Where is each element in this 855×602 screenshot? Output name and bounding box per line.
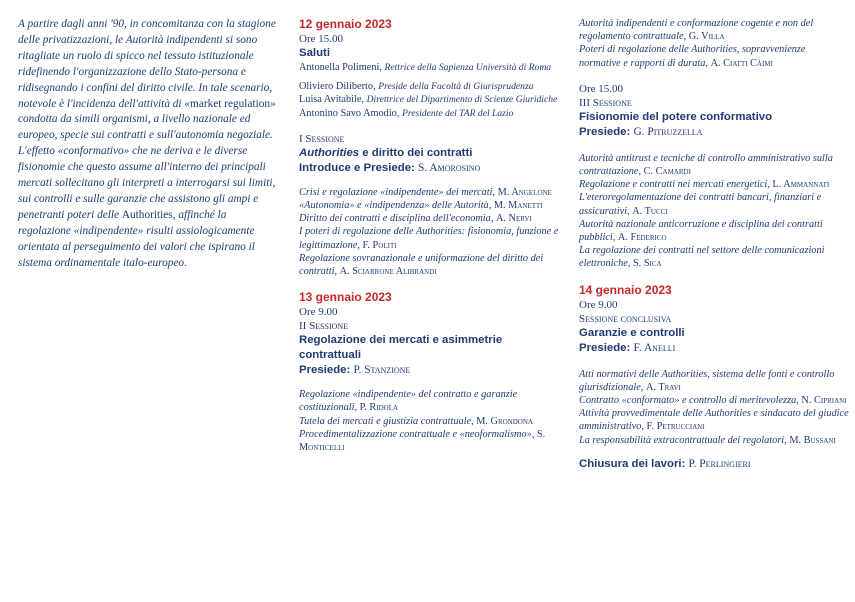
- talk-item: Regolazione «indipendente» del contratto e garanzie costituzionali, P. Ridola: [299, 389, 518, 414]
- program-column-2: [299, 17, 565, 454]
- program-column-3: [579, 17, 849, 472]
- session2-talks-continued: [579, 17, 849, 70]
- talk-item: Tutela dei mercati e giustizia contrattuale, M. Grondona: [299, 415, 533, 427]
- talk-item: Poteri di regolazione delle Authorities, sopravvenienze normative e rapporti di durata, A. Ciatti Càimi: [579, 44, 806, 69]
- talk-item: Diritto dei contratti e disciplina dell'economia, A. Nervi: [299, 213, 532, 225]
- intro-market-regulation: market regulation: [190, 97, 271, 110]
- intro-text-1: A partire dagli anni '90, in concomitanza con la stagione delle privatizzazioni, le Autorità indipendenti si sono ritagliate un ruolo di spicco nel tessuto istituzionale ridefinendo l'organizzazione dello Stato-persona e ridisegnando i confini del diritto civile. In tale scenario, notevole è l'incidenza dell'attività di «: [18, 18, 276, 110]
- day1-time: Ore 15.00: [299, 33, 343, 45]
- talk-item: Procedimentalizzazione contrattuale e «neoformalismo», S. Monticelli: [299, 428, 546, 454]
- day3-date: 14 gennaio 2023: [579, 282, 672, 297]
- session1-label: I Sessione: [299, 132, 345, 145]
- session1-chair: Introduce e Presiede: S. Amorosino: [299, 161, 481, 174]
- day1-date: 12 gennaio 2023: [299, 17, 392, 31]
- saluto-item: Antonino Savo Amodio, Presidente del TAR del Lazio: [299, 107, 514, 119]
- session2-chair: Presiede: P. Stanzione: [299, 364, 411, 377]
- talk-item: Attività provvedimentale delle Authorities e sindacato del giudice amministrativo, F. Petrucciani: [579, 408, 849, 433]
- day3-time: Ore 9.00: [579, 298, 618, 311]
- talk-item: Crisi e regolazione «indipendente» dei mercati, M. Angelone: [299, 186, 552, 198]
- intro-paragraph: [18, 17, 280, 272]
- session4-title: Garanzie e controlli: [579, 326, 685, 339]
- session2-title: Regolazione dei mercati e asimmetrie contrattuali: [299, 334, 503, 362]
- talk-item: Contratto «conformato» e controllo di meritevolezza, N. Cipriani: [579, 395, 847, 407]
- session1-title: Authorities e diritto dei contratti: [299, 146, 473, 159]
- session4-talks: [579, 368, 849, 447]
- talk-item: La regolazione dei contratti nel settore delle comunicazioni elettroniche, S. Sica: [579, 245, 825, 270]
- saluto-item: Oliviero Diliberto, Preside della Facoltà di Giurisprudenza: [299, 81, 534, 93]
- intro-text-2: » condotta da simili organismi, a livello nazionale ed europeo, specie sui contratti e sull'autonomia negoziale. L'effetto «conformativo» che ne deriva e le diverse fisionomie che questo assume all'interno dei principali mercati sollecitano gli interpreti a interrogarsi sui limiti, sui controlli e sulle garanzie che assistono gli ampi e penetranti poteri delle: [18, 97, 276, 221]
- talk-item: I poteri di regolazione delle Authorities: fisionomia, funzione e legittimazione, F. Politi: [299, 226, 559, 251]
- session3-talks: [579, 152, 849, 271]
- session2-talks: [299, 388, 565, 454]
- saluto-item: Luisa Avitabile, Direttrice del Dipartimento di Scienze Giuridiche: [299, 94, 558, 106]
- session3-chair: Presiede: G. Pitruzzella: [579, 125, 703, 138]
- saluti-list: [299, 61, 565, 120]
- intro-authorities: Authorities: [121, 208, 173, 221]
- talk-item: La responsabilità extracontrattuale dei regolatori, M. Bussani: [579, 434, 836, 446]
- talk-item: Autorità indipendenti e conformazione cogente e non del regolamento contrattuale, G. Villa: [579, 18, 814, 43]
- session3-title: Fisionomie del potere conformativo: [579, 110, 773, 123]
- day2-time: Ore 9.00: [299, 306, 338, 319]
- talk-item: Autorità antitrust e tecniche di controllo amministrativo sulla contrattazione, C. Camardi: [579, 152, 833, 178]
- intro-column: [18, 17, 280, 272]
- talk-item: L'eteroregolamentazione dei contratti bancari, finanziari e assicurativi, A. Tucci: [579, 192, 822, 217]
- talk-item: «Autonomia» e «indipendenza» delle Autorità, M. Manetti: [299, 200, 543, 212]
- day2-date: 13 gennaio 2023: [299, 290, 392, 305]
- closing-remarks: Chiusura dei lavori: P. Perlingieri: [579, 457, 751, 470]
- session2-label: II Sessione: [299, 320, 349, 333]
- session1-talks: [299, 186, 565, 278]
- saluti-title: Saluti: [299, 47, 331, 59]
- saluto-item: Antonella Polimeni, Rettrice della Sapienza Università di Roma: [299, 62, 552, 73]
- intro-text-3: , affinché la regolazione «indipendente» risulti assiologicamente orientata al perseguimento dei valori che ispirano il sistema ordinamentale italo-europeo.: [18, 208, 255, 269]
- session3-label: III Sessione: [579, 96, 632, 109]
- session3-time: Ore 15.00: [579, 82, 623, 95]
- talk-item: Atti normativi delle Authorities, sistema delle fonti e controllo giurisdizionale, A. Travi: [579, 368, 835, 393]
- talk-item: Autorità nazionale anticorruzione e disciplina dei contratti pubblici, A. Federico: [579, 218, 823, 244]
- talk-item: Regolazione sovranazionale e uniformazione del diritto dei contratti, A. Sciarrone Alibrandi: [299, 252, 544, 278]
- session4-chair: Presiede: F. Anelli: [579, 341, 676, 354]
- talk-item: Regolazione e contratti nei mercati energetici, L. Ammannati: [579, 179, 830, 191]
- session4-label: Sessione conclusiva: [579, 312, 672, 325]
